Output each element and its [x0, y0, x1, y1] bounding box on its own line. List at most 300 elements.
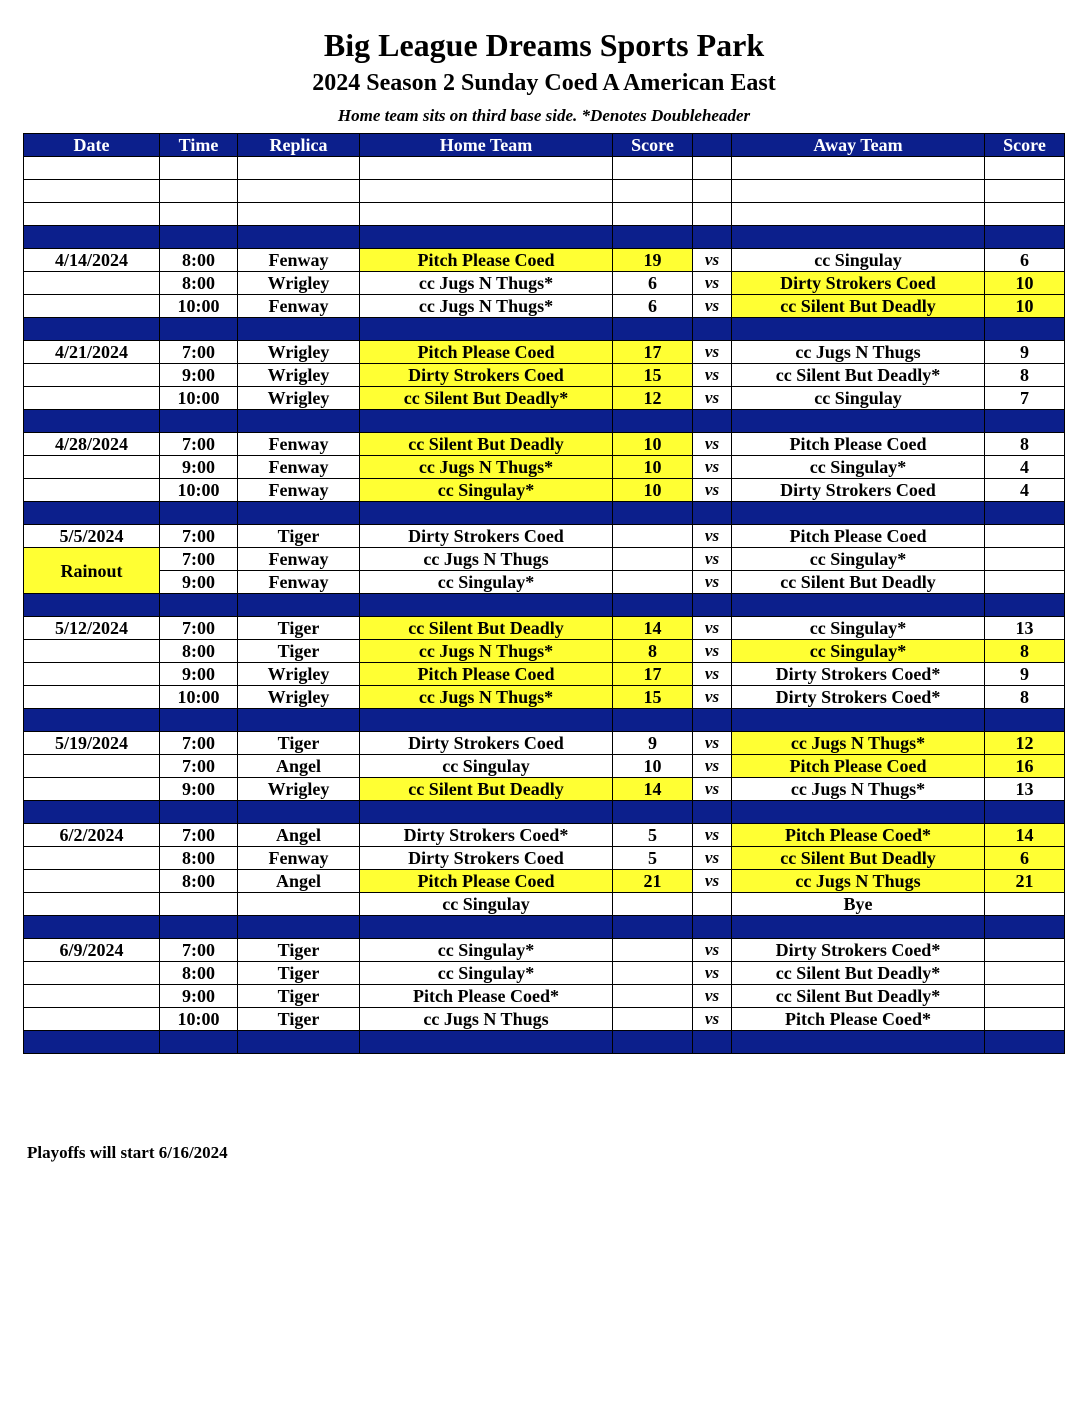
away-team-cell: cc Jugs N Thugs*	[732, 778, 985, 801]
separator-cell	[24, 916, 160, 939]
replica-cell: Tiger	[238, 617, 360, 640]
vs-cell: vs	[693, 962, 732, 985]
date-cell	[24, 1008, 160, 1031]
vs-cell: vs	[693, 985, 732, 1008]
vs-cell	[693, 893, 732, 916]
replica-cell: Tiger	[238, 732, 360, 755]
separator-cell	[732, 502, 985, 525]
home-score-cell: 10	[613, 433, 693, 456]
away-team-cell: cc Silent But Deadly	[732, 571, 985, 594]
date-cell	[24, 387, 160, 410]
empty-cell	[732, 157, 985, 180]
game-row	[24, 847, 1065, 870]
vs-cell: vs	[693, 939, 732, 962]
separator-row	[24, 226, 1065, 249]
away-score-cell	[985, 962, 1065, 985]
time-cell: 7:00	[160, 939, 238, 962]
away-score-cell: 8	[985, 433, 1065, 456]
separator-cell	[238, 709, 360, 732]
away-score-cell: 21	[985, 870, 1065, 893]
separator-cell	[360, 594, 613, 617]
vs-cell: vs	[693, 387, 732, 410]
game-row	[24, 571, 1065, 594]
vs-cell: vs	[693, 341, 732, 364]
time-cell: 7:00	[160, 617, 238, 640]
game-row	[24, 456, 1065, 479]
date-cell: 5/12/2024	[24, 617, 160, 640]
away-score-cell: 9	[985, 663, 1065, 686]
vs-cell: vs	[693, 1008, 732, 1031]
separator-cell	[360, 916, 613, 939]
replica-cell: Tiger	[238, 985, 360, 1008]
home-score-cell: 9	[613, 732, 693, 755]
time-cell: 9:00	[160, 456, 238, 479]
separator-cell	[160, 709, 238, 732]
game-row	[24, 364, 1065, 387]
replica-cell: Tiger	[238, 939, 360, 962]
home-score-cell: 5	[613, 824, 693, 847]
date-cell	[24, 640, 160, 663]
header-away-score: Score	[985, 134, 1065, 157]
empty-cell	[732, 180, 985, 203]
replica-cell: Fenway	[238, 571, 360, 594]
empty-cell	[238, 180, 360, 203]
home-team-cell: cc Singulay*	[360, 962, 613, 985]
separator-cell	[238, 916, 360, 939]
vs-cell: vs	[693, 571, 732, 594]
empty-cell	[693, 180, 732, 203]
home-score-cell: 8	[613, 640, 693, 663]
separator-cell	[613, 709, 693, 732]
vs-cell: vs	[693, 778, 732, 801]
home-team-cell: cc Jugs N Thugs*	[360, 686, 613, 709]
game-row	[24, 479, 1065, 502]
date-cell: 4/14/2024	[24, 249, 160, 272]
away-team-cell: cc Silent But Deadly	[732, 847, 985, 870]
separator-cell	[985, 502, 1065, 525]
home-team-cell: cc Jugs N Thugs	[360, 1008, 613, 1031]
separator-cell	[732, 318, 985, 341]
away-score-cell: 8	[985, 364, 1065, 387]
time-cell: 7:00	[160, 433, 238, 456]
header-away-team: Away Team	[732, 134, 985, 157]
away-score-cell	[985, 1008, 1065, 1031]
home-score-cell: 6	[613, 272, 693, 295]
empty-cell	[613, 203, 693, 226]
home-score-cell: 12	[613, 387, 693, 410]
away-score-cell: 12	[985, 732, 1065, 755]
separator-cell	[985, 801, 1065, 824]
away-score-cell: 13	[985, 617, 1065, 640]
header-vs	[693, 134, 732, 157]
away-team-cell: Dirty Strokers Coed*	[732, 686, 985, 709]
home-score-cell: 14	[613, 778, 693, 801]
time-cell: 9:00	[160, 364, 238, 387]
separator-cell	[160, 1031, 238, 1054]
away-team-cell: Pitch Please Coed	[732, 433, 985, 456]
away-score-cell	[985, 985, 1065, 1008]
home-team-cell: Dirty Strokers Coed	[360, 732, 613, 755]
separator-cell	[238, 410, 360, 433]
separator-cell	[613, 226, 693, 249]
away-score-cell	[985, 548, 1065, 571]
game-row	[24, 985, 1065, 1008]
separator-cell	[24, 709, 160, 732]
away-score-cell	[985, 571, 1065, 594]
replica-cell: Fenway	[238, 847, 360, 870]
time-cell: 9:00	[160, 571, 238, 594]
replica-cell: Wrigley	[238, 364, 360, 387]
header-replica: Replica	[238, 134, 360, 157]
page-subtitle: 2024 Season 2 Sunday Coed A American East	[312, 70, 776, 96]
time-cell: 8:00	[160, 962, 238, 985]
away-score-cell: 14	[985, 824, 1065, 847]
time-cell: 7:00	[160, 824, 238, 847]
separator-cell	[985, 1031, 1065, 1054]
separator-cell	[238, 502, 360, 525]
home-team-cell: Pitch Please Coed*	[360, 985, 613, 1008]
date-cell	[24, 364, 160, 387]
empty-cell	[613, 157, 693, 180]
separator-row	[24, 916, 1065, 939]
home-team-cell: cc Singulay	[360, 893, 613, 916]
bye-row	[24, 893, 1065, 916]
time-cell: 10:00	[160, 1008, 238, 1031]
vs-cell: vs	[693, 272, 732, 295]
home-team-cell: Dirty Strokers Coed	[360, 525, 613, 548]
separator-cell	[985, 226, 1065, 249]
away-score-cell: 6	[985, 847, 1065, 870]
game-row	[24, 755, 1065, 778]
replica-cell: Tiger	[238, 525, 360, 548]
home-score-cell	[613, 1008, 693, 1031]
empty-cell	[985, 180, 1065, 203]
away-team-cell: cc Singulay*	[732, 456, 985, 479]
vs-cell: vs	[693, 433, 732, 456]
replica-cell: Fenway	[238, 456, 360, 479]
away-team-cell: Dirty Strokers Coed*	[732, 939, 985, 962]
game-row	[24, 525, 1065, 548]
away-team-cell: cc Singulay*	[732, 640, 985, 663]
empty-cell	[732, 203, 985, 226]
separator-cell	[160, 916, 238, 939]
away-score-cell: 4	[985, 456, 1065, 479]
time-cell: 9:00	[160, 985, 238, 1008]
separator-cell	[160, 502, 238, 525]
separator-cell	[732, 410, 985, 433]
away-score-cell: 10	[985, 272, 1065, 295]
empty-cell	[985, 203, 1065, 226]
time-cell: 8:00	[160, 249, 238, 272]
game-row	[24, 870, 1065, 893]
time-cell	[160, 893, 238, 916]
date-cell	[24, 295, 160, 318]
header-time: Time	[160, 134, 238, 157]
separator-row	[24, 410, 1065, 433]
empty-cell	[160, 180, 238, 203]
separator-cell	[732, 916, 985, 939]
home-score-cell: 10	[613, 456, 693, 479]
separator-cell	[360, 226, 613, 249]
home-score-cell: 15	[613, 364, 693, 387]
away-team-cell: cc Silent But Deadly*	[732, 364, 985, 387]
away-team-cell: cc Jugs N Thugs*	[732, 732, 985, 755]
separator-cell	[732, 709, 985, 732]
empty-cell	[360, 203, 613, 226]
separator-cell	[985, 594, 1065, 617]
date-cell	[24, 893, 160, 916]
header-date: Date	[24, 134, 160, 157]
game-row	[24, 341, 1065, 364]
separator-cell	[985, 709, 1065, 732]
separator-cell	[238, 226, 360, 249]
away-team-cell: Bye	[732, 893, 985, 916]
away-team-cell: cc Singulay*	[732, 548, 985, 571]
away-score-cell: 10	[985, 295, 1065, 318]
vs-cell: vs	[693, 824, 732, 847]
date-cell	[24, 686, 160, 709]
separator-row	[24, 502, 1065, 525]
home-score-cell: 19	[613, 249, 693, 272]
home-score-cell: 15	[613, 686, 693, 709]
separator-cell	[360, 502, 613, 525]
home-team-cell: cc Jugs N Thugs	[360, 548, 613, 571]
date-cell	[24, 985, 160, 1008]
replica-cell: Wrigley	[238, 663, 360, 686]
away-team-cell: Dirty Strokers Coed	[732, 479, 985, 502]
replica-cell: Angel	[238, 870, 360, 893]
separator-cell	[732, 594, 985, 617]
separator-row	[24, 1031, 1065, 1054]
home-team-cell: Pitch Please Coed	[360, 341, 613, 364]
separator-cell	[985, 916, 1065, 939]
game-row	[24, 686, 1065, 709]
empty-cell	[985, 157, 1065, 180]
home-score-cell: 6	[613, 295, 693, 318]
home-score-cell: 17	[613, 663, 693, 686]
date-cell: 6/2/2024	[24, 824, 160, 847]
vs-cell: vs	[693, 663, 732, 686]
separator-cell	[360, 318, 613, 341]
replica-cell: Wrigley	[238, 778, 360, 801]
vs-cell: vs	[693, 732, 732, 755]
time-cell: 10:00	[160, 295, 238, 318]
separator-row	[24, 801, 1065, 824]
home-score-cell: 10	[613, 479, 693, 502]
separator-cell	[732, 1031, 985, 1054]
away-score-cell	[985, 525, 1065, 548]
away-score-cell	[985, 939, 1065, 962]
home-score-cell: 21	[613, 870, 693, 893]
separator-cell	[613, 502, 693, 525]
home-team-cell: cc Jugs N Thugs*	[360, 640, 613, 663]
separator-cell	[613, 801, 693, 824]
date-cell: 4/28/2024	[24, 433, 160, 456]
away-team-cell: cc Jugs N Thugs	[732, 341, 985, 364]
away-team-cell: cc Silent But Deadly*	[732, 962, 985, 985]
separator-cell	[613, 318, 693, 341]
home-team-cell: cc Jugs N Thugs*	[360, 272, 613, 295]
schedule-table	[23, 133, 1065, 1054]
empty-cell	[360, 157, 613, 180]
separator-cell	[732, 226, 985, 249]
home-team-cell: cc Jugs N Thugs*	[360, 295, 613, 318]
away-score-cell: 6	[985, 249, 1065, 272]
home-team-cell: cc Silent But Deadly	[360, 617, 613, 640]
separator-cell	[693, 226, 732, 249]
away-team-cell: Pitch Please Coed	[732, 755, 985, 778]
game-row	[24, 249, 1065, 272]
replica-cell: Fenway	[238, 249, 360, 272]
away-score-cell: 8	[985, 686, 1065, 709]
separator-cell	[985, 318, 1065, 341]
empty-cell	[360, 180, 613, 203]
separator-cell	[360, 709, 613, 732]
empty-cell	[693, 203, 732, 226]
separator-cell	[985, 410, 1065, 433]
home-team-cell: Dirty Strokers Coed	[360, 364, 613, 387]
home-team-cell: cc Singulay*	[360, 571, 613, 594]
away-team-cell: cc Silent But Deadly	[732, 295, 985, 318]
separator-cell	[693, 410, 732, 433]
date-cell	[24, 870, 160, 893]
separator-cell	[24, 801, 160, 824]
separator-cell	[693, 1031, 732, 1054]
separator-cell	[24, 502, 160, 525]
empty-cell	[24, 157, 160, 180]
away-team-cell: Dirty Strokers Coed	[732, 272, 985, 295]
separator-cell	[24, 226, 160, 249]
away-team-cell: cc Singulay*	[732, 617, 985, 640]
vs-cell: vs	[693, 249, 732, 272]
replica-cell: Fenway	[238, 479, 360, 502]
away-score-cell: 9	[985, 341, 1065, 364]
empty-cell	[24, 180, 160, 203]
time-cell: 9:00	[160, 663, 238, 686]
date-cell	[24, 962, 160, 985]
separator-cell	[160, 226, 238, 249]
playoffs-note: Playoffs will start 6/16/2024	[27, 1143, 228, 1162]
vs-cell: vs	[693, 640, 732, 663]
separator-cell	[693, 801, 732, 824]
separator-cell	[360, 410, 613, 433]
time-cell: 7:00	[160, 732, 238, 755]
date-cell	[24, 479, 160, 502]
away-score-cell: 16	[985, 755, 1065, 778]
home-score-cell	[613, 571, 693, 594]
home-score-cell	[613, 985, 693, 1008]
away-team-cell: Dirty Strokers Coed*	[732, 663, 985, 686]
separator-cell	[238, 801, 360, 824]
replica-cell: Fenway	[238, 295, 360, 318]
time-cell: 8:00	[160, 870, 238, 893]
separator-cell	[160, 801, 238, 824]
home-team-cell: cc Singulay*	[360, 939, 613, 962]
game-row	[24, 1008, 1065, 1031]
empty-cell	[160, 203, 238, 226]
header-home-score: Score	[613, 134, 693, 157]
time-cell: 8:00	[160, 847, 238, 870]
separator-cell	[613, 1031, 693, 1054]
home-team-cell: Pitch Please Coed	[360, 870, 613, 893]
vs-cell: vs	[693, 755, 732, 778]
vs-cell: vs	[693, 847, 732, 870]
replica-cell: Tiger	[238, 640, 360, 663]
time-cell: 8:00	[160, 640, 238, 663]
home-score-cell	[613, 548, 693, 571]
away-team-cell: cc Jugs N Thugs	[732, 870, 985, 893]
replica-cell: Angel	[238, 755, 360, 778]
separator-cell	[693, 318, 732, 341]
replica-cell: Fenway	[238, 548, 360, 571]
date-cell	[24, 847, 160, 870]
date-cell: 5/5/2024	[24, 525, 160, 548]
time-cell: 10:00	[160, 387, 238, 410]
empty-row	[24, 180, 1065, 203]
separator-cell	[24, 318, 160, 341]
away-team-cell: cc Silent But Deadly*	[732, 985, 985, 1008]
vs-cell: vs	[693, 456, 732, 479]
vs-cell: vs	[693, 548, 732, 571]
time-cell: 8:00	[160, 272, 238, 295]
separator-cell	[613, 916, 693, 939]
game-row	[24, 962, 1065, 985]
separator-cell	[238, 318, 360, 341]
separator-cell	[613, 410, 693, 433]
away-score-cell	[985, 893, 1065, 916]
game-row	[24, 433, 1065, 456]
home-team-cell: cc Jugs N Thugs*	[360, 456, 613, 479]
replica-cell	[238, 893, 360, 916]
home-team-cell: cc Singulay*	[360, 479, 613, 502]
replica-cell: Wrigley	[238, 341, 360, 364]
vs-cell: vs	[693, 295, 732, 318]
home-score-cell	[613, 939, 693, 962]
replica-cell: Tiger	[238, 962, 360, 985]
empty-cell	[238, 203, 360, 226]
empty-row	[24, 203, 1065, 226]
date-cell: 5/19/2024	[24, 732, 160, 755]
time-cell: 10:00	[160, 479, 238, 502]
vs-cell: vs	[693, 686, 732, 709]
replica-cell: Fenway	[238, 433, 360, 456]
home-team-cell: Dirty Strokers Coed	[360, 847, 613, 870]
separator-row	[24, 709, 1065, 732]
home-score-cell: 10	[613, 755, 693, 778]
game-row	[24, 778, 1065, 801]
time-cell: 7:00	[160, 755, 238, 778]
home-score-cell: 14	[613, 617, 693, 640]
replica-cell: Tiger	[238, 1008, 360, 1031]
separator-cell	[693, 916, 732, 939]
header-row	[24, 134, 1065, 157]
separator-cell	[160, 410, 238, 433]
home-team-cell: Pitch Please Coed	[360, 663, 613, 686]
home-score-cell	[613, 525, 693, 548]
date-cell	[24, 272, 160, 295]
home-score-cell: 17	[613, 341, 693, 364]
time-cell: 7:00	[160, 548, 238, 571]
replica-cell: Wrigley	[238, 272, 360, 295]
game-row	[24, 640, 1065, 663]
home-team-cell: Dirty Strokers Coed*	[360, 824, 613, 847]
away-score-cell: 7	[985, 387, 1065, 410]
separator-cell	[693, 502, 732, 525]
vs-cell: vs	[693, 525, 732, 548]
home-team-cell: cc Singulay	[360, 755, 613, 778]
time-cell: 7:00	[160, 341, 238, 364]
empty-cell	[613, 180, 693, 203]
